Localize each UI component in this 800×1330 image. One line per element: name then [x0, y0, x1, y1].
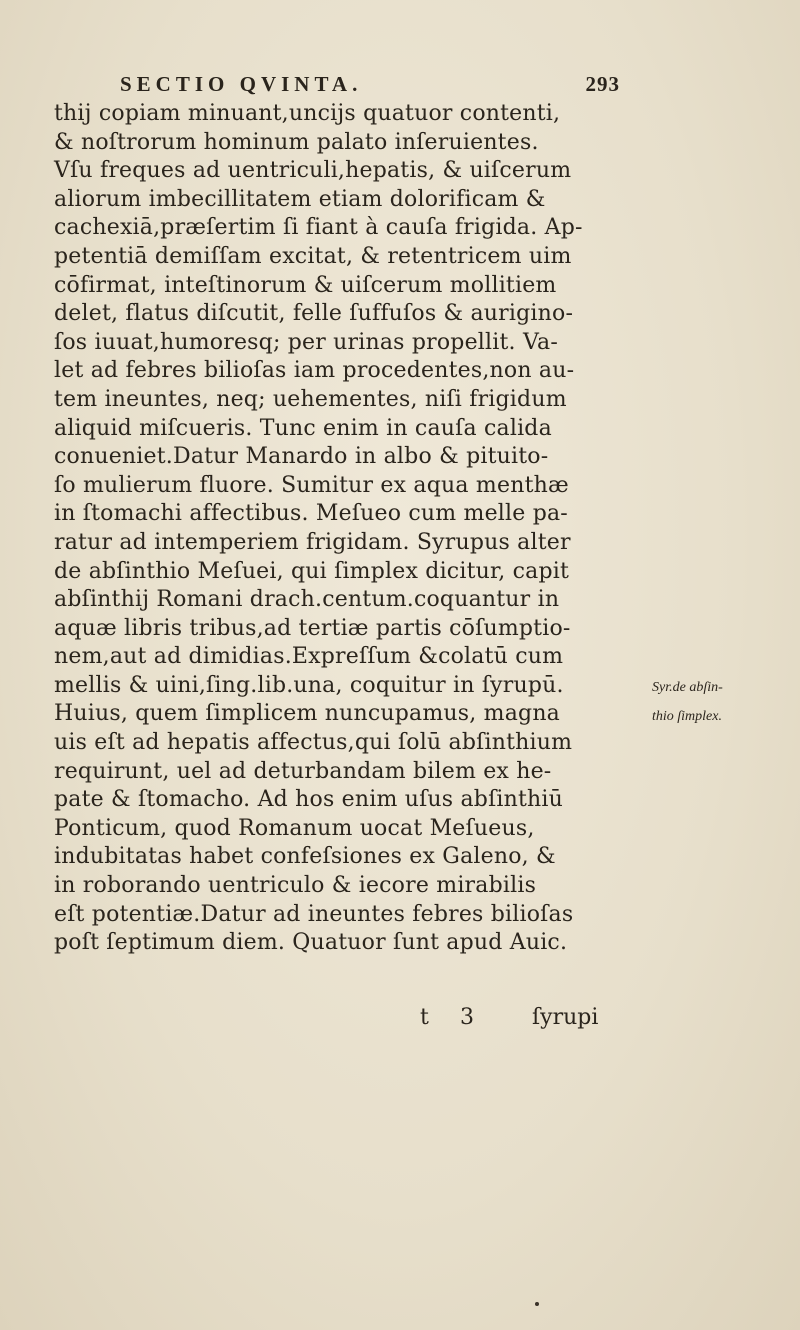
text-line: abſinthij Romani drach.centum.coquantur in [54, 587, 560, 613]
text-line: cōfirmat, inteſtinorum & uiſcerum mollitiem [54, 272, 557, 298]
text-line: de abſinthio Meſuei, qui ſimplex dicitur, capit [54, 558, 570, 584]
signature-number: 3 [460, 1005, 474, 1030]
text-line: petentiā demiſſam excitat, & retentricem uim [54, 243, 572, 269]
marginal-note [652, 674, 792, 731]
text-line: delet, flatus diſcutit, felle ſuffuſos & aurigino- [54, 301, 574, 327]
running-title: SECTIO QVINTA. [120, 72, 363, 96]
text-line: mellis & uini,ſing.lib.una, coquitur in ſyrupū. [54, 672, 564, 698]
page-number: 293 [585, 72, 620, 96]
text-line: ſos iuuat,humoresq; per urinas propellit. Va- [54, 329, 558, 355]
text-line: cachexiā,præſertim ſi fiant à cauſa frigida. Ap- [54, 215, 583, 241]
marginal-note-line: Syr.de abſin- [652, 680, 723, 695]
marginal-note-line: thio ſimplex. [652, 708, 722, 724]
ink-speck [535, 1302, 539, 1306]
page-header [120, 72, 620, 102]
text-line: Vſu freques ad uentriculi,hepatis, & uiſcerum [54, 158, 572, 184]
text-line: Huius, quem ſimplicem nuncupamus, magna [54, 701, 561, 727]
text-line: aquæ libris tribus,ad tertiæ partis cōſumptio- [54, 615, 571, 641]
text-line: eſt potentiæ.Datur ad ineuntes febres bilioſas [54, 901, 574, 927]
text-line: aliorum imbecillitatem etiam dolorificam & [54, 186, 546, 212]
catchword: ſyrupi [532, 1005, 599, 1030]
text-line: ratur ad intemperiem frigidam. Syrupus alter [54, 529, 571, 555]
text-line: requirunt, uel ad deturbandam bilem ex he- [54, 758, 552, 784]
text-line: pate & ſtomacho. Ad hos enim uſus abſinthiū [54, 787, 564, 813]
text-line: thij copiam minuant,uncijs quatuor contenti, [54, 101, 561, 126]
body-text [54, 100, 654, 958]
signature-mark: t [420, 1005, 429, 1030]
page-footer [420, 1005, 660, 1035]
text-line: conueniet.Datur Manardo in albo & pituito- [54, 444, 549, 470]
text-line: let ad febres bilioſas iam procedentes,non au- [54, 358, 575, 384]
text-line: in roborando uentriculo & iecore mirabilis [54, 873, 537, 899]
text-line: nem,aut ad dimidias.Expreſſum &colatū cum [54, 644, 564, 670]
text-line: Ponticum, quod Romanum uocat Meſueus, [54, 815, 535, 841]
text-line: tem ineuntes, neq; uehementes, niſi frigidum [54, 386, 567, 412]
text-line: indubitatas habet confeſsiones ex Galeno, & [54, 844, 556, 870]
text-line: aliquid miſcueris. Tunc enim in cauſa calida [54, 415, 552, 441]
text-line: uis eſt ad hepatis affectus,qui ſolū abſinthium [54, 730, 573, 756]
text-line: poſt ſeptimum diem. Quatuor ſunt apud Auic. [54, 930, 568, 956]
text-line: in ſtomachi affectibus. Meſueo cum melle pa- [54, 501, 568, 527]
text-line: & noſtrorum hominum palato inſeruientes. [54, 129, 539, 155]
text-line: ſo mulierum fluore. Sumitur ex aqua menthæ [54, 472, 569, 498]
